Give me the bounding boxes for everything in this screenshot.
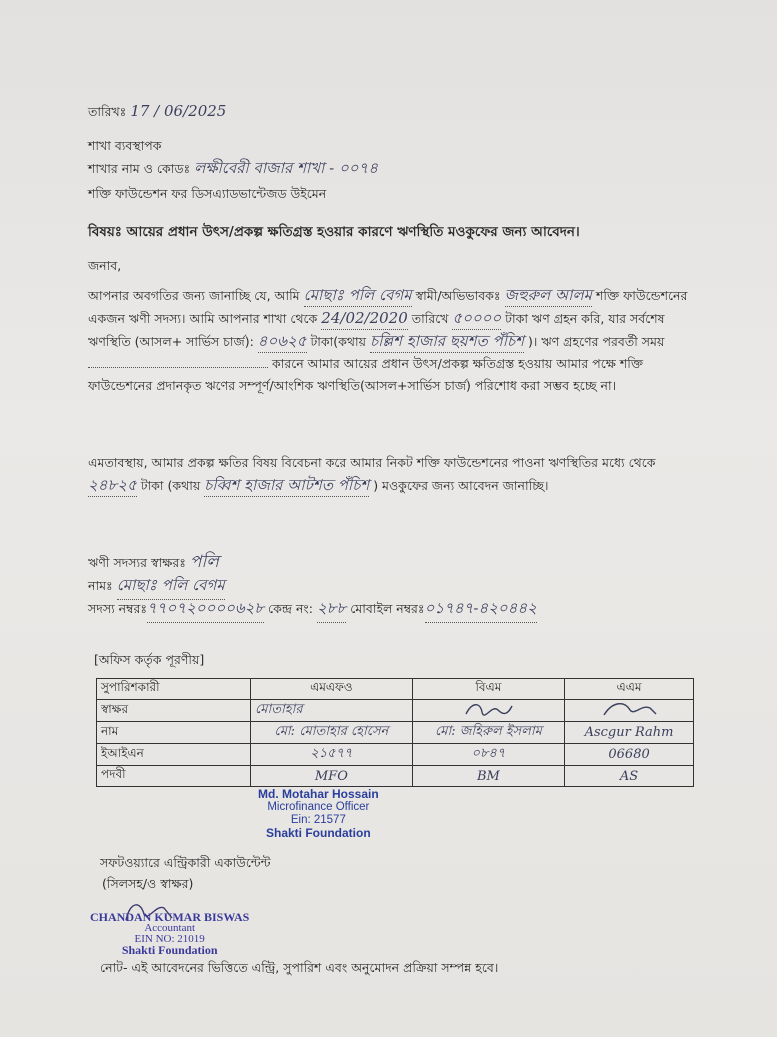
mfo-name: মো: মোতাহার হোসেন xyxy=(274,724,389,739)
office-heading: [অফিস কর্তৃক পূরণীয়] xyxy=(94,652,205,667)
para2-text-1: এমতাবস্থায়, আমার প্রকল্প ক্ষতির বিষয় বিবেচনা করে আমার নিকট শক্তি ফাউন্ডেশনের পাওনা ঋণস্থিতির মধ্যে থেকে xyxy=(88,455,656,470)
am-signature-cell xyxy=(565,700,694,722)
office-cell: এমএফও xyxy=(251,679,413,700)
loan-date-fill: 24/02/2020 xyxy=(321,307,407,330)
date-label: তারিখঃ xyxy=(88,104,127,119)
office-cell xyxy=(251,744,413,766)
member-signature-label: ঋণী সদস্যর স্বাক্ষরঃ xyxy=(88,555,186,570)
balance-fill: ৪০৬২৫ xyxy=(258,330,307,353)
para1-text-5: টাকা ঋণ গ্রহন করি, যার সর্বশেষ ঋণস্থিতি (আসল+ সার্ভিস চার্জ): xyxy=(88,311,665,349)
addressee-line3: শক্তি ফাউন্ডেশন ফর ডিসএ্যাডভান্টেজড উইমেন xyxy=(88,186,327,201)
office-cell xyxy=(412,722,564,744)
table-row xyxy=(97,679,694,700)
office-cell xyxy=(565,744,694,766)
branch-label: শাখার নাম ও কোডঃ xyxy=(88,161,191,176)
office-cell: পদবী xyxy=(97,766,251,787)
accountant-stamp-title: Accountant xyxy=(144,922,196,934)
member-signature-line xyxy=(88,549,219,577)
guardian-fill: জহুরুল আলম xyxy=(505,284,592,307)
date-value: 17 / 06/2025 xyxy=(130,102,227,120)
member-id-label: সদস্য নম্বরঃ xyxy=(88,601,148,616)
branch-value: লক্ষীবেরী বাজার শাখা - ০০৭৪ xyxy=(194,159,378,177)
office-cell xyxy=(251,722,413,744)
mfo-stamp-title: Microfinance Officer xyxy=(267,801,370,813)
waive-amount-fill: ২৪৮২৫ xyxy=(88,474,137,497)
bm-designation: BM xyxy=(476,768,500,784)
accountant-stamp xyxy=(90,912,249,956)
mobile-label: মোবাইল নম্বরঃ xyxy=(350,601,425,616)
accountant-line1: সফটওয়্যারে এন্ট্রিকারী একাউন্টেন্ট xyxy=(100,855,271,870)
accountant-stamp-ein: EIN NO: 21019 xyxy=(134,933,205,945)
office-cell xyxy=(412,766,564,787)
footer-note: নোট- এই আবেদনের ভিত্তিতে এন্ট্রি, সুপারিশ এবং অনুমোদন প্রক্রিয়া সম্পন্ন হবে। xyxy=(100,960,499,975)
member-name-label: নামঃ xyxy=(88,578,113,593)
office-cell: ইআইএন xyxy=(97,744,251,766)
center-value: ২৮৮ xyxy=(317,597,346,623)
para1-text-6: টাকা(কথায় xyxy=(310,334,367,349)
salutation: জনাব, xyxy=(88,258,122,273)
office-cell xyxy=(251,700,413,722)
accountant-stamp-name: CHANDAN KUMAR BISWAS xyxy=(90,910,250,924)
mfo-stamp-ein: Ein: 21577 xyxy=(290,814,346,826)
para2-text-3: ) মওকুফের জন্য আবেদন জানাচ্ছি। xyxy=(373,478,549,493)
branch-line xyxy=(88,157,378,182)
paragraph-1 xyxy=(88,284,708,397)
mfo-signature: মোতাহার xyxy=(255,702,303,717)
date-line xyxy=(88,102,226,124)
office-cell xyxy=(565,766,694,787)
paragraph-2 xyxy=(88,452,708,497)
bm-name: মো: জহিরুল ইসলাম xyxy=(435,724,542,739)
addressee-line1: শাখা ব্যবস্থাপক xyxy=(88,138,162,153)
subject-line: বিষয়ঃ আয়ের প্রধান উৎস/প্রকল্প ক্ষতিগ্রস্ত হওয়ার কারণে ঋণস্থিতি মওকুফের জন্য আবেদন। xyxy=(88,224,580,240)
center-label: কেন্দ্র নং: xyxy=(268,601,314,616)
office-cell: বিএম xyxy=(412,679,564,700)
table-row xyxy=(97,744,694,766)
para1-text-1: আপনার অবগতির জন্য জানাচ্ছি যে, আমি xyxy=(88,288,300,303)
bm-ein: ০৮৪৭ xyxy=(471,746,506,761)
para1-text-2: স্বামী/অভিভাবকঃ xyxy=(415,288,501,303)
bm-signature xyxy=(458,700,518,718)
am-designation: AS xyxy=(619,768,639,784)
office-cell: সুপারিশকারী xyxy=(97,679,251,700)
office-cell: নাম xyxy=(97,722,251,744)
member-id-line xyxy=(88,597,537,623)
para2-text-2: টাকা (কথায় xyxy=(140,478,201,493)
table-row xyxy=(97,700,694,722)
mfo-designation: MFO xyxy=(314,768,348,784)
member-name-value: মোছাঃ পলি বেগম xyxy=(117,574,225,600)
mfo-stamp xyxy=(258,788,379,840)
accountant-stamp-org: Shakti Foundation xyxy=(121,943,218,957)
para1-text-3: শক্তি ফাউন্ডেশনের একজন ঋণী সদস্য। আমি আপনার শাখা থেকে xyxy=(88,288,688,326)
member-name-fill: মোছাঃ পলি বেগম xyxy=(304,284,412,307)
mfo-stamp-name: Md. Motahar Hossain xyxy=(258,787,379,801)
table-row xyxy=(97,722,694,744)
para1-text-4: তারিখে xyxy=(411,311,449,326)
office-table xyxy=(96,678,694,787)
office-cell: এএম xyxy=(565,679,694,700)
office-cell xyxy=(565,722,694,744)
office-cell: স্বাক্ষর xyxy=(97,700,251,722)
balance-words-fill: চল্লিশ হাজার ছয়শত পঁচিশ xyxy=(370,330,524,353)
para1-text-7: )। ঋণ গ্রহণের পরবর্তী সময় xyxy=(527,334,665,349)
am-signature xyxy=(594,700,664,718)
bm-signature-cell xyxy=(412,700,564,722)
reason-blank xyxy=(88,367,268,368)
member-signature: পলি xyxy=(189,552,219,572)
waive-words-fill: চব্বিশ হাজার আটশত পঁচিশ xyxy=(204,474,369,497)
office-cell xyxy=(251,766,413,787)
mfo-stamp-org: Shakti Foundation xyxy=(266,826,371,840)
loan-amount-fill: ৫০০০০ xyxy=(452,307,501,330)
para1-text-8: কারনে আমার আয়ের প্রধান উৎস/প্রকল্প ক্ষতিগ্রস্ত হওয়ায় আমার পক্ষে শক্তি ফাউন্ডেশনের প্রদানকৃত ঋণের সম্পূর্ণ/আংশিক ঋণস্থিতি(আসল+সার্ভিস চার্জ) পরিশোধ করা সম্ভব হচ্ছে না। xyxy=(88,356,643,393)
am-name: Ascgur Rahm xyxy=(584,725,674,740)
office-cell xyxy=(412,744,564,766)
accountant-line2: (সিলসহ/ও স্বাক্ষর) xyxy=(102,876,194,891)
table-row xyxy=(97,766,694,787)
mobile-value: ০১৭৪৭-৪২০৪৪২ xyxy=(425,597,537,623)
member-id-value: ৭৭০৭২০০০০৬২৮ xyxy=(147,597,264,623)
mfo-ein: ২১৫৭৭ xyxy=(310,746,353,761)
am-ein: 06680 xyxy=(608,747,650,762)
